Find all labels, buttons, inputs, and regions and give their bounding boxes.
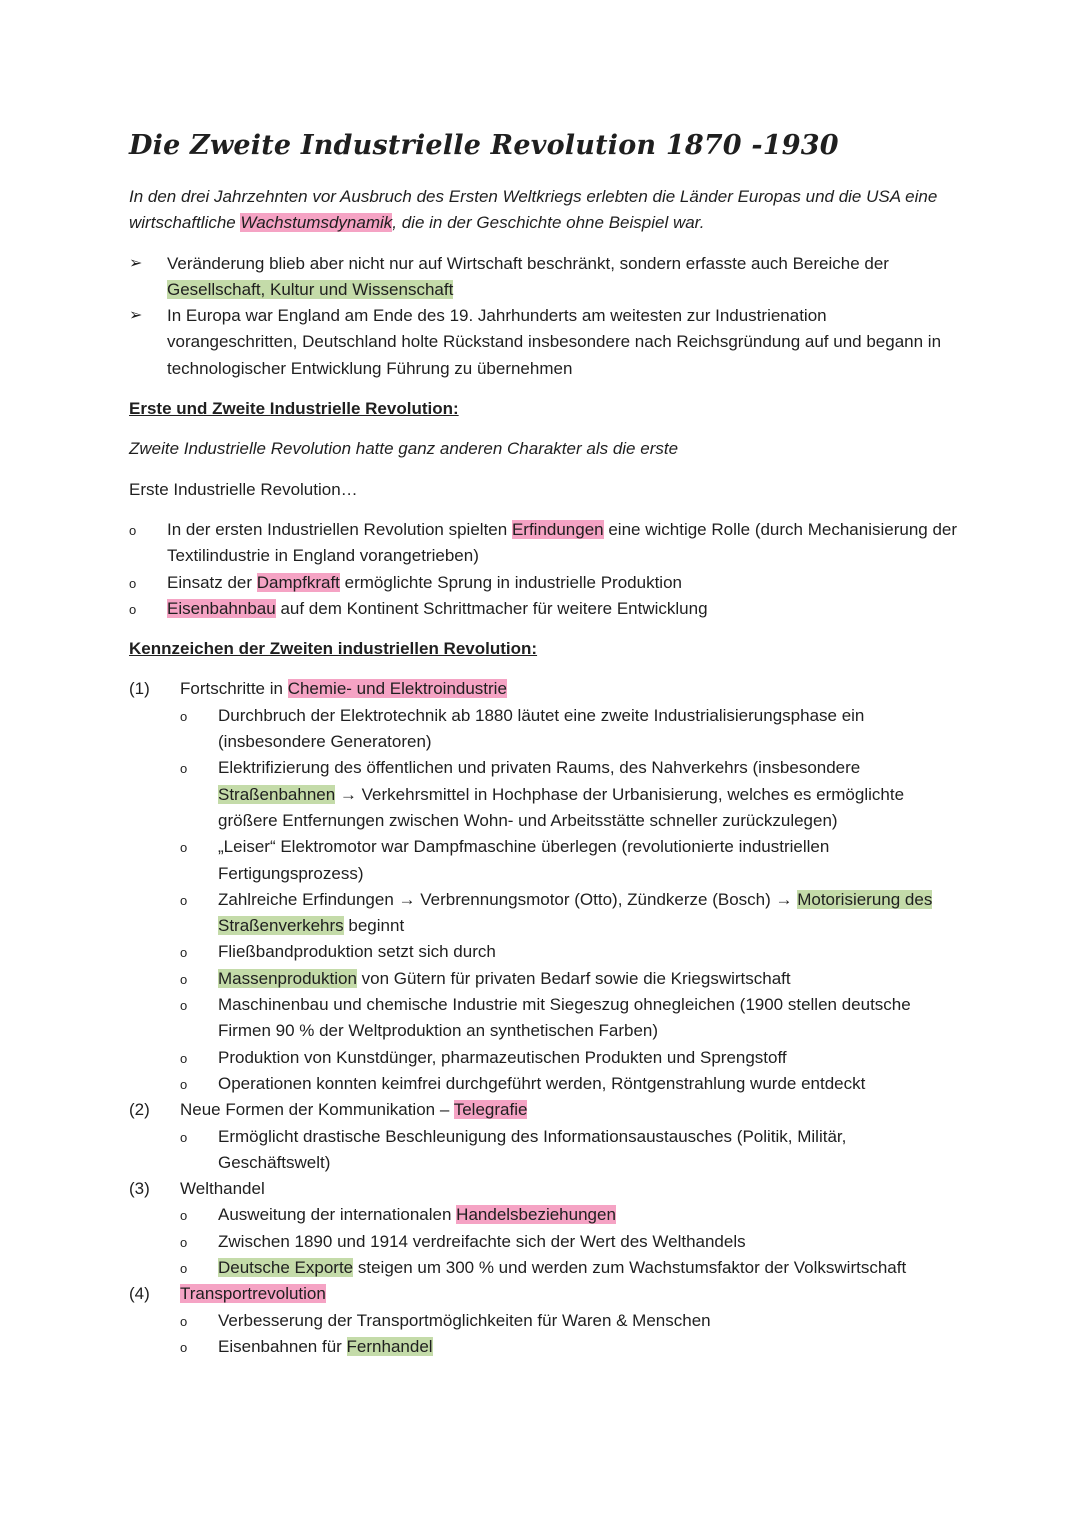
item-text: Eisenbahnen für: [218, 1336, 347, 1356]
highlight-green: Gesellschaft, Kultur und Wissenschaft: [167, 279, 454, 299]
italic-note: Zweite Industrielle Revolution hatte ganz anderen Charakter als die erste: [129, 439, 679, 459]
numbered-item: [129, 1097, 959, 1123]
item-number: (2): [129, 1100, 150, 1120]
circle-bullet-icon: o: [180, 1050, 188, 1066]
item-text: Ausweitung der internationalen: [218, 1205, 457, 1225]
circle-bullet-icon: o: [180, 892, 188, 908]
numbered-item: [129, 1176, 959, 1202]
section-heading: Kennzeichen der Zweiten industriellen Revolution:: [129, 639, 538, 659]
circle-bullet-icon: o: [129, 575, 137, 591]
list-item: [180, 834, 959, 887]
sub-list: [129, 1202, 959, 1281]
circle-bullet-icon: o: [180, 1339, 188, 1355]
item-text: ermöglichte Sprung in industrielle Produktion: [339, 572, 682, 592]
circle-bullet-icon: o: [180, 971, 188, 987]
item-text: eine wichtige Rolle (durch Mechanisierung der Textilindustrie in England vorangetrieben): [167, 519, 958, 566]
list-item: [180, 939, 959, 965]
numbered-item: [129, 676, 959, 702]
item-text: In der ersten Industriellen Revolution spielten: [167, 519, 512, 539]
highlight-pink: Telegrafie: [453, 1100, 528, 1120]
item-number: (1): [129, 679, 150, 699]
list-item: [129, 251, 959, 304]
sub-list: [129, 1124, 959, 1177]
circle-bullet-icon: o: [129, 522, 137, 538]
item-text: steigen um 300 % und werden zum Wachstumsfaktor der Volkswirtschaft: [353, 1257, 907, 1277]
sub-list: [129, 703, 959, 1097]
item-text: Zwischen 1890 und 1914 verdreifachte sich der Wert des Welthandels: [218, 1231, 746, 1251]
highlight-green: Fernhandel: [346, 1336, 433, 1356]
item-text: Elektrifizierung des öffentlichen und privaten Raums, des Nahverkehrs (insbesondere: [218, 758, 861, 778]
list-item: [180, 966, 959, 992]
list-item: [129, 596, 959, 622]
item-text: Durchbruch der Elektrotechnik ab 1880 läutet eine zweite Industrialisierungsphase ein (insbesondere Generatoren): [218, 705, 865, 752]
list-item: [180, 992, 959, 1045]
item-text: beginnt: [343, 916, 405, 936]
list-item: [180, 887, 959, 940]
list-item: [129, 517, 959, 570]
item-text: Zahlreiche Erfindungen → Verbrennungsmotor (Otto), Zündkerze (Bosch) →: [218, 889, 798, 909]
item-text: Fließbandproduktion setzt sich durch: [218, 942, 496, 962]
list-item: [180, 1229, 959, 1255]
list-item: [180, 703, 959, 756]
highlight-green: Straßenbahnen: [218, 784, 336, 804]
circle-bullet-icon: o: [180, 840, 188, 856]
circle-bullet-icon: o: [180, 1076, 188, 1092]
item-text: In Europa war England am Ende des 19. Jahrhunderts am weitesten zur Industrienation vorangeschritten, Deutschland holte Rückstand insbesondere nach Reichsgründung auf und begann in technologischer Entwicklung Führung zu übernehmen: [167, 306, 942, 378]
arrow-list: [129, 251, 959, 382]
item-text: Fortschritte in: [180, 679, 288, 699]
list-item: [180, 1202, 959, 1228]
circle-bullet-icon: o: [180, 945, 188, 961]
document-page: [129, 126, 959, 1360]
highlight-pink: Erfindungen: [511, 519, 604, 539]
circle-bullet-icon: o: [180, 1129, 188, 1145]
numbered-item: [129, 1281, 959, 1307]
circle-bullet-icon: o: [180, 1260, 188, 1276]
item-text: Welthandel: [180, 1179, 265, 1199]
highlight-green: Deutsche Exporte: [218, 1257, 354, 1277]
intro-text-end: , die in der Geschichte ohne Beispiel war.: [392, 213, 705, 233]
sub-list: [129, 1308, 959, 1361]
item-text: → Verkehrsmittel in Hochphase der Urbanisierung, welches es ermöglichte größere Entfernungen zwischen Wohn- und Arbeitsstätte schneller zurückzulegen): [218, 784, 905, 830]
item-text: Neue Formen der Kommunikation –: [180, 1100, 454, 1120]
intro-paragraph: [129, 184, 959, 237]
list-item: [129, 303, 959, 382]
list-item: [180, 1124, 959, 1177]
section-heading: Erste und Zweite Industrielle Revolution:: [129, 399, 459, 419]
highlight-pink: Chemie- und Elektroindustrie: [287, 679, 507, 699]
item-text: Veränderung blieb aber nicht nur auf Wirtschaft beschränkt, sondern erfasste auch Bereiche der: [167, 253, 889, 273]
list-item: [129, 570, 959, 596]
item-text: Operationen konnten keimfrei durchgeführt werden, Röntgenstrahlung wurde entdeckt: [218, 1073, 866, 1093]
arrow-bullet-icon: ➢: [129, 254, 143, 272]
highlight-pink: Transportrevolution: [180, 1284, 326, 1304]
circle-bullet-icon: o: [180, 708, 188, 724]
item-text: „Leiser“ Elektromotor war Dampfmaschine überlegen (revolutionierte industriellen Fertigungsprozess): [218, 837, 830, 883]
highlight-pink: Dampfkraft: [256, 572, 340, 592]
item-text: Einsatz der: [167, 572, 257, 592]
highlight-green: Motorisierung des Straßenverkehrs: [218, 889, 933, 936]
circle-bullet-icon: o: [180, 1208, 188, 1224]
highlight-pink: Wachstumsdynamik: [240, 213, 393, 233]
list-item: [180, 755, 959, 834]
item-text: Produktion von Kunstdünger, pharmazeutischen Produkten und Sprengstoff: [218, 1047, 787, 1067]
circle-list: [129, 517, 959, 622]
circle-bullet-icon: o: [180, 1234, 188, 1250]
page-title: Die Zweite Industrielle Revolution 1870 -1930: [129, 130, 839, 161]
highlight-green: Massenproduktion: [218, 968, 357, 988]
list-item: [180, 1308, 959, 1334]
list-item: [180, 1045, 959, 1071]
item-number: (4): [129, 1284, 150, 1304]
item-text: von Gütern für privaten Bedarf sowie die Kriegswirtschaft: [356, 968, 791, 988]
item-text: auf dem Kontinent Schrittmacher für weitere Entwicklung: [275, 598, 708, 618]
highlight-pink: Eisenbahnbau: [167, 598, 276, 618]
list-item: [180, 1334, 959, 1360]
highlight-pink: Handelsbeziehungen: [456, 1205, 616, 1225]
item-text: Maschinenbau und chemische Industrie mit Siegeszug ohnegleichen (1900 stellen deutsche Firmen 90 % der Weltproduktion an synthetischen Farben): [218, 995, 911, 1041]
list-item: [180, 1255, 959, 1281]
circle-bullet-icon: o: [180, 1313, 188, 1329]
circle-bullet-icon: o: [180, 761, 188, 777]
item-number: (3): [129, 1179, 150, 1199]
item-text: Verbesserung der Transportmöglichkeiten für Waren & Menschen: [218, 1310, 711, 1330]
arrow-bullet-icon: ➢: [129, 307, 143, 325]
circle-bullet-icon: o: [180, 998, 188, 1014]
item-text: Ermöglicht drastische Beschleunigung des Informationsaustausches (Politik, Militär, Geschäftswelt): [218, 1126, 847, 1172]
subsection-label: Erste Industrielle Revolution…: [129, 479, 358, 499]
list-item: [180, 1071, 959, 1097]
circle-bullet-icon: o: [129, 601, 137, 617]
intro-text: In den drei Jahrzehnten vor Ausbruch des Ersten Weltkriegs erlebten die Länder Europas und die USA eine wirtschaftliche: [129, 187, 938, 233]
